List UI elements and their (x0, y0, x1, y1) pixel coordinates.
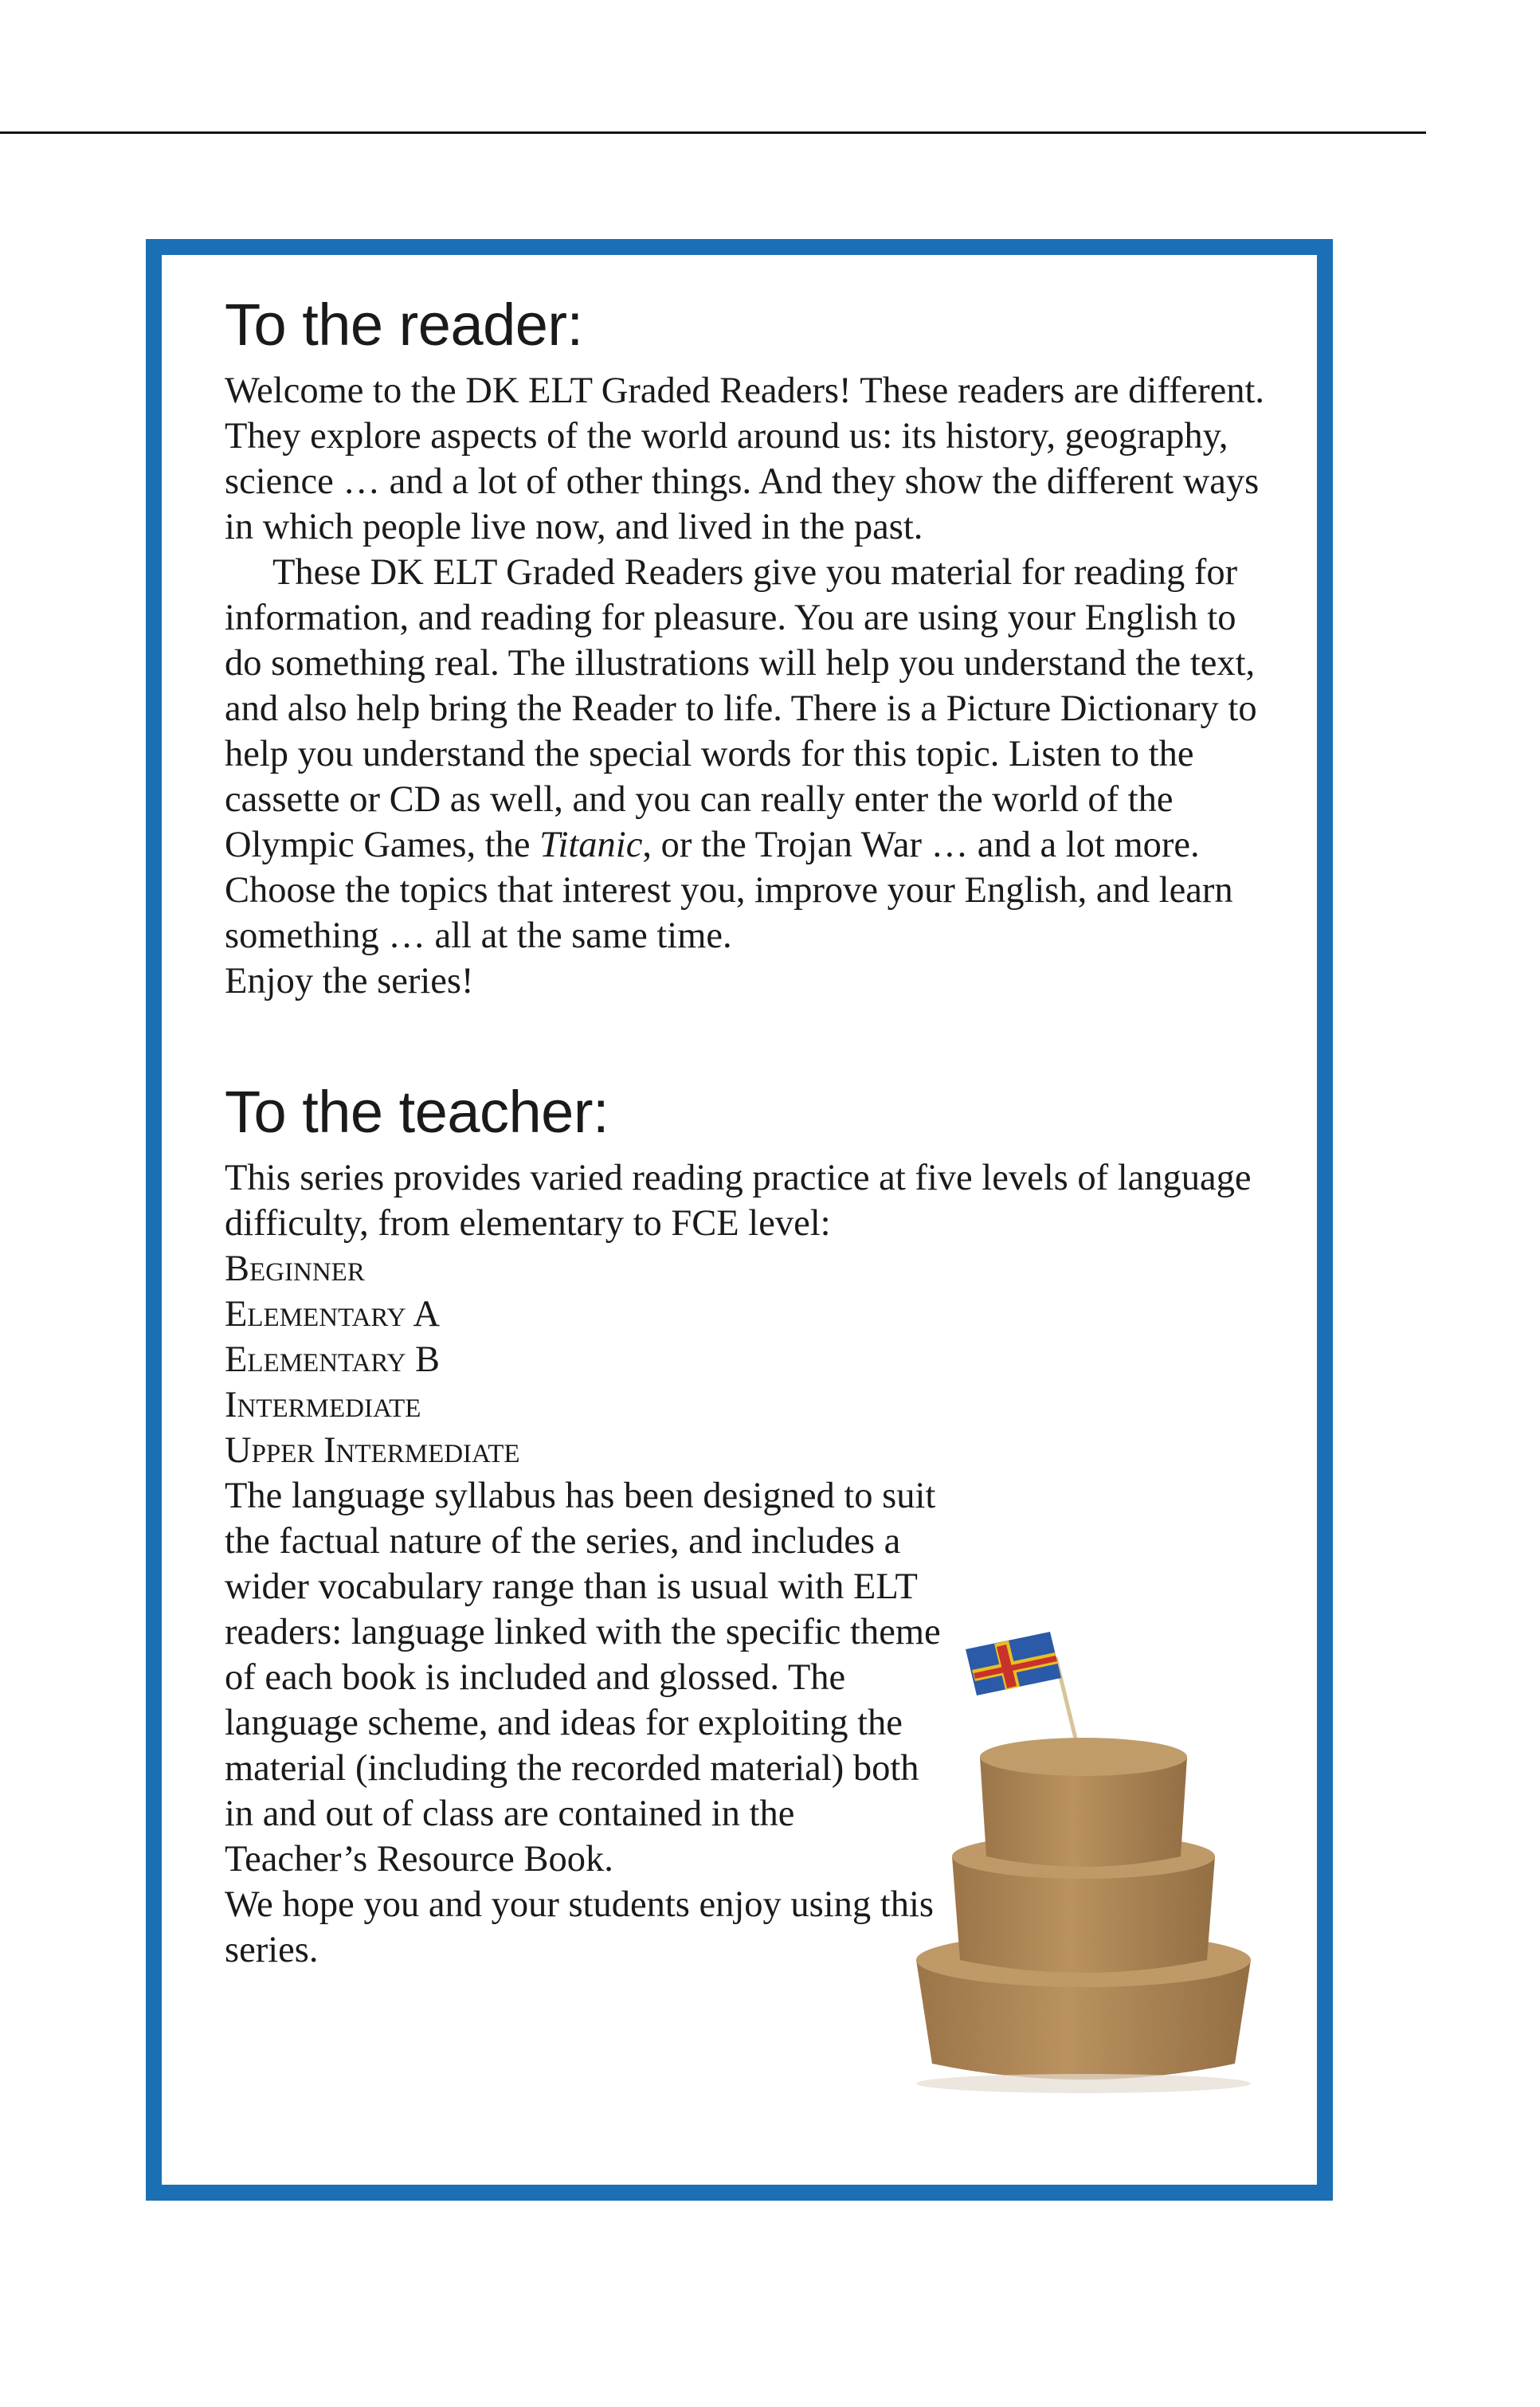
teacher-intro: This series provides varied reading practice at five levels of language difficulty, from elementary to FCE level: (225, 1158, 1252, 1244)
reader-heading: To the reader: (225, 292, 583, 358)
level-item: Elementary B (225, 1339, 441, 1380)
level-item: Elementary A (225, 1294, 441, 1335)
level-item: Intermediate (225, 1385, 421, 1425)
reader-paragraph-1: Welcome to the DK ELT Graded Readers! These readers are different. They explore aspects of the world around us: its history, geography, science … and a lot of other things. And they show the different ways in which people live now, and lived in the past. (225, 370, 1265, 547)
teacher-closing: We hope you and your students enjoy using this series. (225, 1884, 934, 1970)
reader-paragraph-2-end: , or the Trojan War … and a lot more. Choose the topics that interest you, improve your English, and learn something … all at the same time. (225, 825, 1233, 956)
level-item: Beginner (225, 1249, 365, 1289)
sandcastle-with-flag-icon (892, 1617, 1275, 2103)
titanic-title: Titanic (539, 825, 643, 865)
reader-paragraph-2 (225, 550, 1276, 958)
top-rule (0, 131, 1426, 134)
sandcastle-body (916, 1738, 1251, 2080)
level-item: Upper Intermediate (225, 1430, 520, 1471)
reader-paragraph-2-start: These DK ELT Graded Readers give you material for reading for information, and reading for pleasure. You are using your English to do something real. The illustrations will help you understand the text, and also help bring the Reader to life. There is a Picture Dictionary to help you understand the special words for this topic. Listen to the cassette or CD as well, and you can really enter the world of the Olympic Games, the (225, 552, 1257, 865)
reader-closing: Enjoy the series! (225, 961, 474, 1002)
flag-icon (966, 1632, 1061, 1695)
teacher-syllabus: The language syllabus has been designed to suit the factual nature of the series, and includes a wider vocabulary range than is usual with ELT readers: language linked with the specific theme of each book is included and glossed. The language scheme, and ideas for exploiting the material (including the recorded material) both in and out of class are contained in the Teacher’s Resource Book. (225, 1476, 941, 1880)
sandcastle-illustration (892, 1617, 1275, 2103)
reader-section (225, 287, 1276, 1004)
teacher-heading: To the teacher: (225, 1079, 609, 1145)
